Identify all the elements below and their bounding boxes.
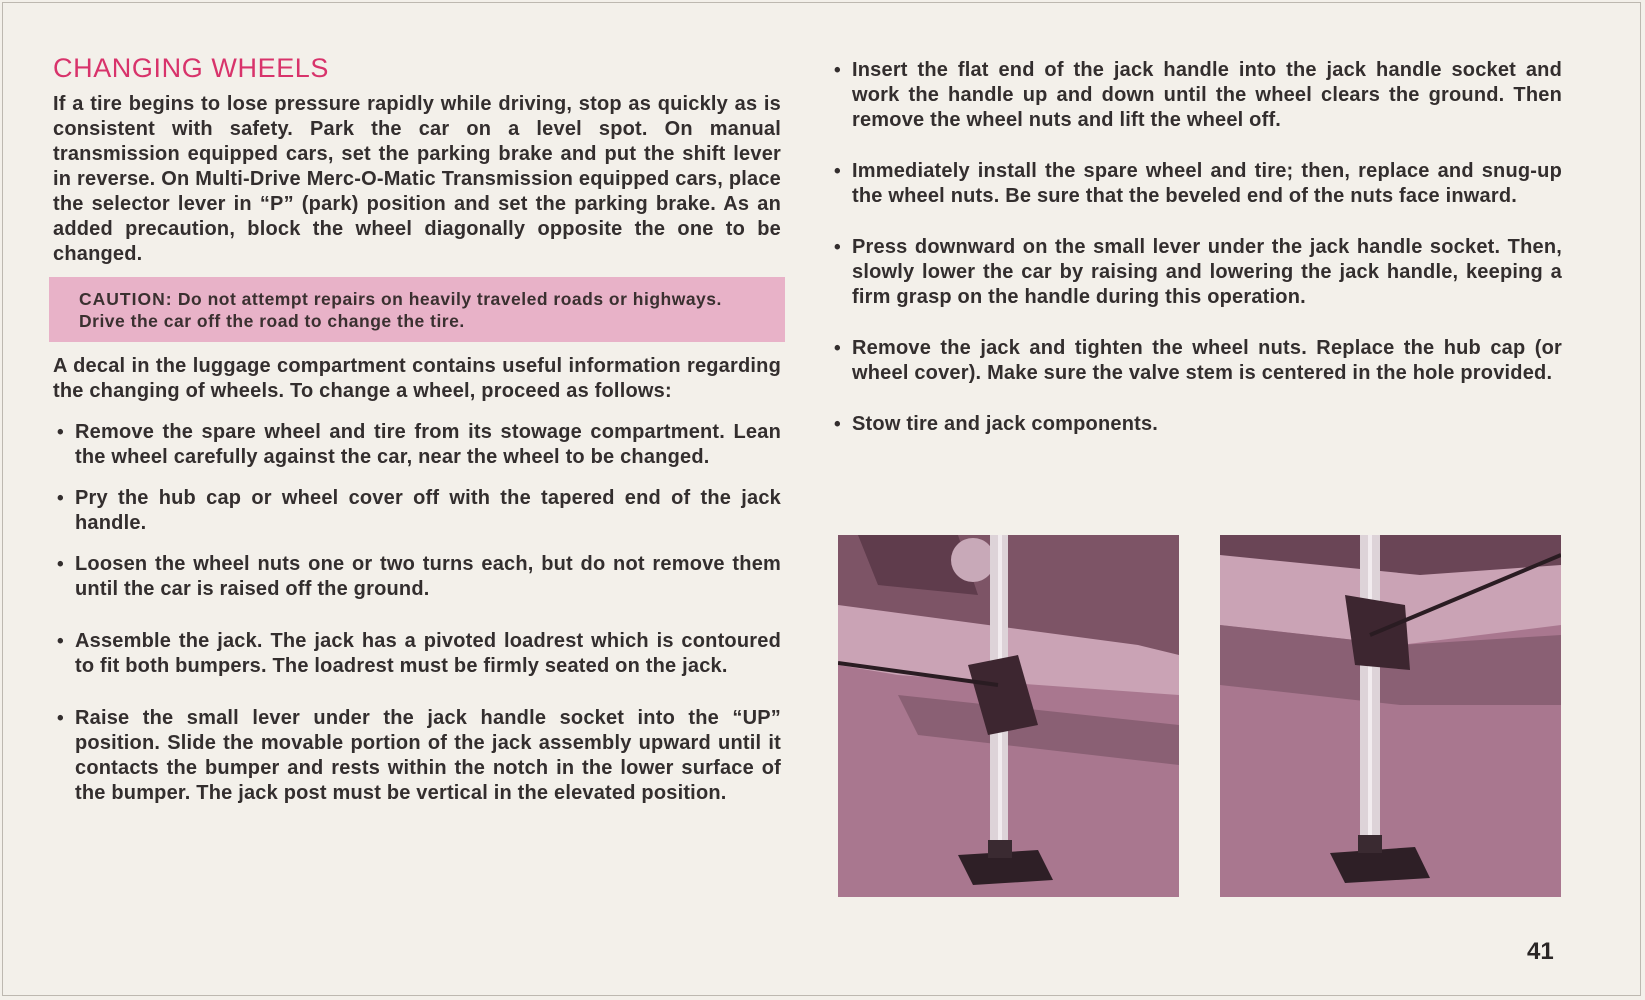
decal-paragraph: A decal in the luggage compartment contains useful information regarding the changing of wheels. To change a wheel, proceed as follows: [53, 355, 781, 402]
step-loosen-nuts: • Loosen the wheel nuts one or two turns each, but do not remove them until the car is raised off the ground. [53, 552, 781, 602]
steps-list-left [53, 420, 781, 806]
step-remove-spare: • Remove the spare wheel and tire from its stowage compartment. Lean the wheel carefully against the car, near the wheel to be changed. [53, 420, 781, 470]
step-stow: • Stow tire and jack components. [830, 412, 1562, 437]
page-number: 41 [1527, 938, 1554, 965]
caution-box [49, 277, 785, 342]
step-pry-hub-cap: • Pry the hub cap or wheel cover off with the tapered end of the jack handle. [53, 486, 781, 536]
step-assemble-jack: • Assemble the jack. The jack has a pivoted loadrest which is contoured to fit both bumpers. The loadrest must be firmly seated on the jack. [53, 629, 781, 679]
left-column [53, 52, 781, 806]
jack-rear-bumper-photo [1220, 535, 1561, 897]
step-install-spare: • Immediately install the spare wheel and tire; then, replace and snug-up the wheel nuts. Be sure that the beveled end of the nuts face inward. [830, 159, 1562, 209]
step-insert-handle: • Insert the flat end of the jack handle into the jack handle socket and work the handle up and down until the wheel clears the ground. Then remove the wheel nuts and lift the wheel off. [830, 58, 1562, 133]
caution-label: CAUTION: [79, 289, 173, 309]
jack-front-bumper-photo [838, 535, 1179, 897]
caution-text: Do not attempt repairs on heavily traveled roads or highways. Drive the car off the road to change the tire. [79, 289, 722, 331]
steps-list-right [830, 58, 1562, 437]
page-title: CHANGING WHEELS [53, 53, 330, 83]
right-column [830, 58, 1562, 437]
step-tighten-nuts: • Remove the jack and tighten the wheel nuts. Replace the hub cap (or wheel cover). Make sure the valve stem is centered in the hole provided. [830, 336, 1562, 386]
step-raise-lever: • Raise the small lever under the jack handle socket into the “UP” position. Slide the movable portion of the jack assembly upward until it contacts the bumper and rests within the notch in the lower surface of the bumper. The jack post must be vertical in the elevated position. [53, 706, 781, 806]
step-lower-car: • Press downward on the small lever under the jack handle socket. Then, slowly lower the car by raising and lowering the jack handle, keeping a firm grasp on the handle during this operation. [830, 235, 1562, 310]
intro-paragraph: If a tire begins to lose pressure rapidly while driving, stop as quickly as is consistent with safety. Park the car on a level spot. On manual transmission equipped cars, set the parking brake and put the shift lever in reverse. On Multi-Drive Merc-O-Matic Transmission equipped cars, place the selector lever in “P” (park) position and set the parking brake. As an added precaution, block the wheel diagonally opposite the one to be changed. [53, 93, 781, 265]
